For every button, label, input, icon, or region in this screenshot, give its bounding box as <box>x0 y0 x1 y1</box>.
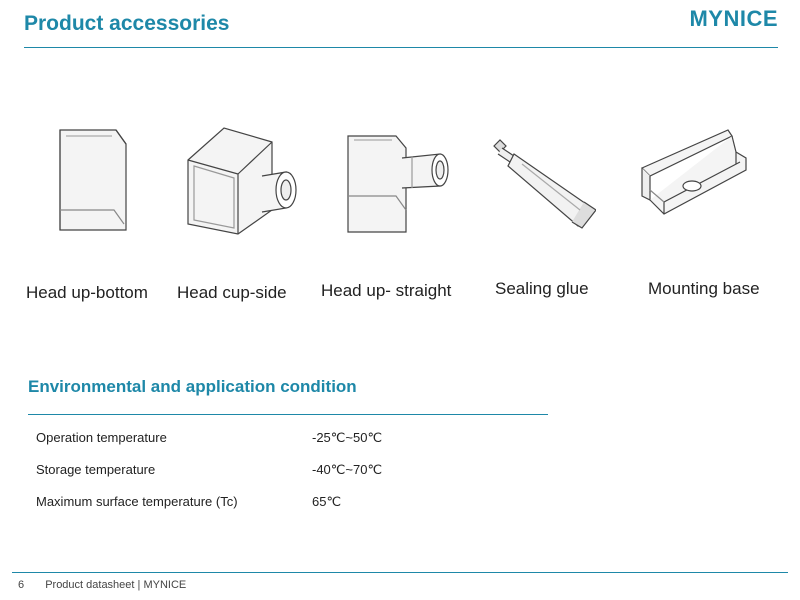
accessory-sealing-glue <box>492 136 596 230</box>
straight-outlet-cap-icon <box>340 126 460 236</box>
mounting-clip-icon <box>636 128 748 220</box>
condition-value: 65℃ <box>312 494 342 509</box>
header-divider <box>24 47 778 48</box>
brand-logo: MYNICE <box>689 6 778 31</box>
accessory-label-straight-cap: Head up- straight <box>321 281 452 300</box>
condition-name: Operation temperature <box>36 430 167 445</box>
accessory-label-mounting-base: Mounting base <box>648 279 760 298</box>
condition-name: Storage temperature <box>36 462 156 477</box>
accessory-straight-cap <box>340 126 460 236</box>
glue-tube-icon <box>492 136 596 230</box>
page-number: 6 <box>18 579 25 591</box>
accessory-label-side-cap: Head cup-side <box>177 283 287 302</box>
footer <box>18 579 186 591</box>
condition-value: -40℃~70℃ <box>312 462 383 477</box>
footer-divider <box>12 572 788 573</box>
accessory-end-cap <box>52 122 134 234</box>
section-divider <box>28 414 548 415</box>
end-cap-icon <box>52 122 134 234</box>
condition-value: -25℃~50℃ <box>312 430 383 445</box>
section-title-environment: Environmental and application condition <box>28 377 357 396</box>
page-title: Product accessories <box>24 12 230 35</box>
accessory-side-cap <box>184 124 302 236</box>
footer-text: Product datasheet | MYNICE <box>45 579 187 591</box>
accessory-label-sealing-glue: Sealing glue <box>495 279 589 298</box>
side-outlet-cap-icon <box>184 124 302 236</box>
accessory-label-end-cap: Head up-bottom <box>26 283 148 302</box>
accessory-mounting-base <box>636 128 748 220</box>
condition-name: Maximum surface temperature (Tc) <box>36 494 238 509</box>
